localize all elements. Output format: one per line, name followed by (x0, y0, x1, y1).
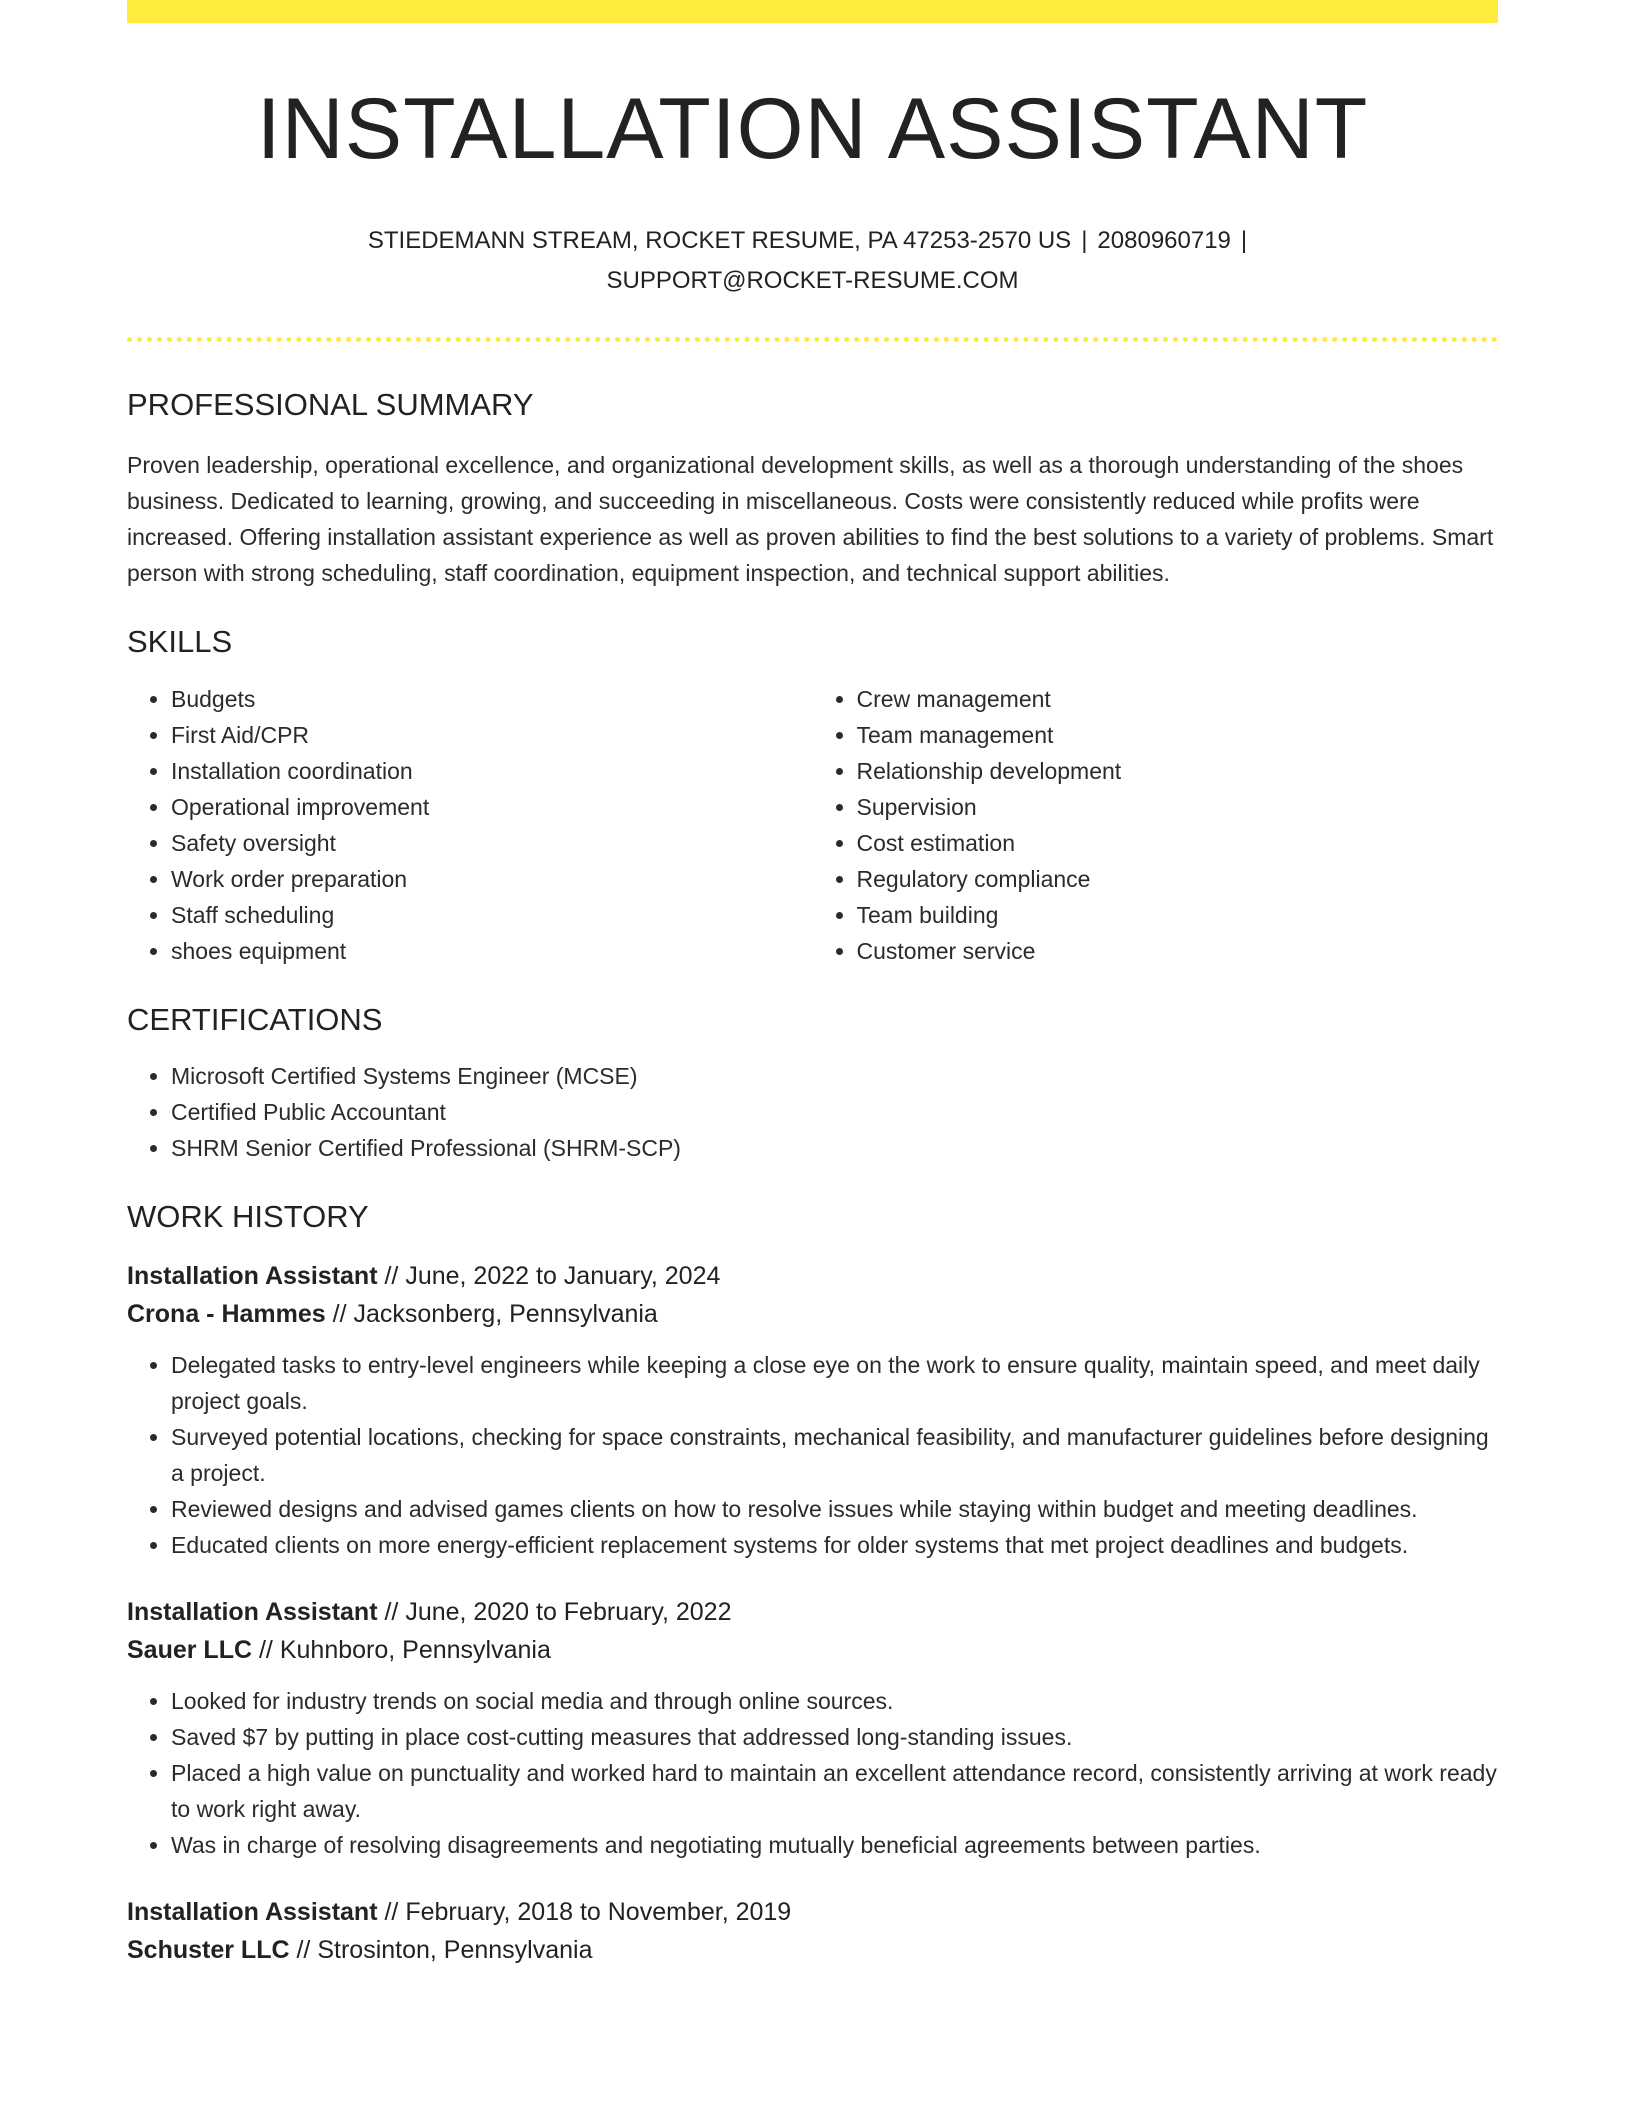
skills-heading: SKILLS (127, 624, 233, 660)
certifications-list (127, 1058, 1498, 1166)
skill-item: • shoes equipment (171, 933, 813, 969)
contact-separator: | (1081, 227, 1088, 255)
skill-item: • Staff scheduling (171, 897, 813, 933)
job-dates: February, 2018 to November, 2019 (405, 1897, 792, 1926)
job-divider: // (332, 1299, 347, 1328)
skill-item: • Team management (857, 717, 1499, 753)
job-title-line (127, 1257, 1498, 1295)
contact-phone: 2080960719 (1097, 227, 1231, 255)
job-bullet: • Placed a high value on punctuality and worked hard to maintain an excellent attendance record, consistently arriving at work ready to work right away. (171, 1755, 1498, 1827)
candidate-name: INSTALLATION ASSISTANT (256, 81, 1369, 177)
job-location: Jacksonberg, Pennsylvania (353, 1299, 658, 1328)
work-history-heading: WORK HISTORY (127, 1198, 369, 1234)
job-divider: // (258, 1635, 273, 1664)
contact-address: STIEDEMANN STREAM, ROCKET RESUME, PA 47253-2570 US (367, 227, 1072, 255)
skill-item: • First Aid/CPR (171, 717, 813, 753)
work-history-section (127, 1198, 1498, 1969)
skill-item: • Supervision (857, 789, 1499, 825)
job-bullets (127, 1347, 1498, 1563)
certification-item: • Certified Public Accountant (171, 1094, 1498, 1130)
job-divider: // (384, 1261, 399, 1290)
jobs-container (127, 1257, 1498, 1969)
job-bullet: • Delegated tasks to entry-level engineers while keeping a close eye on the work to ensure quality, maintain speed, and meet daily project goals. (171, 1347, 1498, 1419)
skill-item: • Safety oversight (171, 825, 813, 861)
job-divider: // (296, 1935, 311, 1964)
summary-text: Proven leadership, operational excellence, and organizational development skills, as well as a thorough understanding of the shoes business. Dedicated to learning, growing, and succeeding in miscellaneous. Costs were consistently reduced while profits were increased. Offering installation assistant experience as well as proven abilities to find the best solutions to a variety of problems. Smart person with strong scheduling, staff coordination, equipment inspection, and technical support abilities. (127, 452, 1494, 587)
skill-item: • Budgets (171, 681, 813, 717)
job-title-line (127, 1593, 1498, 1631)
job-entry (127, 1593, 1498, 1863)
job-company-line (127, 1631, 1498, 1669)
job-company-line (127, 1295, 1498, 1333)
job-title: Installation Assistant (127, 1261, 378, 1290)
skill-item: • Cost estimation (857, 825, 1499, 861)
contact-email: SUPPORT@ROCKET-RESUME.COM (606, 267, 1019, 295)
contact-info (323, 221, 1303, 301)
skill-item: • Crew management (857, 681, 1499, 717)
contact-separator: | (1240, 227, 1248, 255)
job-bullet: • Surveyed potential locations, checking for space constraints, mechanical feasibility, and manufacturer guidelines before designing a project. (171, 1419, 1498, 1491)
skills-grid (127, 681, 1498, 969)
job-company: Sauer LLC (127, 1635, 253, 1664)
job-bullet: • Saved $7 by putting in place cost-cutting measures that addressed long-standing issues. (171, 1719, 1498, 1755)
job-title: Installation Assistant (127, 1597, 378, 1626)
skill-item: • Relationship development (857, 753, 1499, 789)
skill-item: • Regulatory compliance (857, 861, 1499, 897)
job-divider: // (384, 1597, 399, 1626)
summary-section (127, 386, 1498, 591)
job-bullet: • Educated clients on more energy-efficient replacement systems for older systems that met project deadlines and budgets. (171, 1527, 1498, 1563)
skill-item: • Team building (857, 897, 1499, 933)
skill-item: • Work order preparation (171, 861, 813, 897)
skills-list-left (127, 681, 813, 969)
skill-item: • Customer service (857, 933, 1499, 969)
job-title-line (127, 1893, 1498, 1931)
job-company-line (127, 1931, 1498, 1969)
job-entry (127, 1257, 1498, 1563)
certification-item: • Microsoft Certified Systems Engineer (MCSE) (171, 1058, 1498, 1094)
skill-item: • Operational improvement (171, 789, 813, 825)
skills-list-right (813, 681, 1499, 969)
resume-content (127, 0, 1498, 1969)
skills-section (127, 623, 1498, 968)
header-divider (127, 337, 1498, 342)
skill-item: • Installation coordination (171, 753, 813, 789)
job-location: Kuhnboro, Pennsylvania (279, 1635, 551, 1664)
job-dates: June, 2022 to January, 2024 (405, 1261, 721, 1290)
job-bullet: • Was in charge of resolving disagreements and negotiating mutually beneficial agreements between parties. (171, 1827, 1498, 1863)
job-divider: // (384, 1897, 399, 1926)
certifications-section (127, 1001, 1498, 1166)
summary-heading: PROFESSIONAL SUMMARY (127, 387, 534, 423)
job-bullet: • Reviewed designs and advised games clients on how to resolve issues while staying within budget and meeting deadlines. (171, 1491, 1498, 1527)
job-company: Crona - Hammes (127, 1299, 326, 1328)
job-company: Schuster LLC (127, 1935, 290, 1964)
job-bullet: • Looked for industry trends on social media and through online sources. (171, 1683, 1498, 1719)
job-location: Strosinton, Pennsylvania (317, 1935, 593, 1964)
job-entry (127, 1893, 1498, 1969)
certification-item: • SHRM Senior Certified Professional (SHRM-SCP) (171, 1130, 1498, 1166)
certifications-heading: CERTIFICATIONS (127, 1001, 383, 1037)
job-title: Installation Assistant (127, 1897, 378, 1926)
job-bullets (127, 1683, 1498, 1863)
job-dates: June, 2020 to February, 2022 (405, 1597, 732, 1626)
